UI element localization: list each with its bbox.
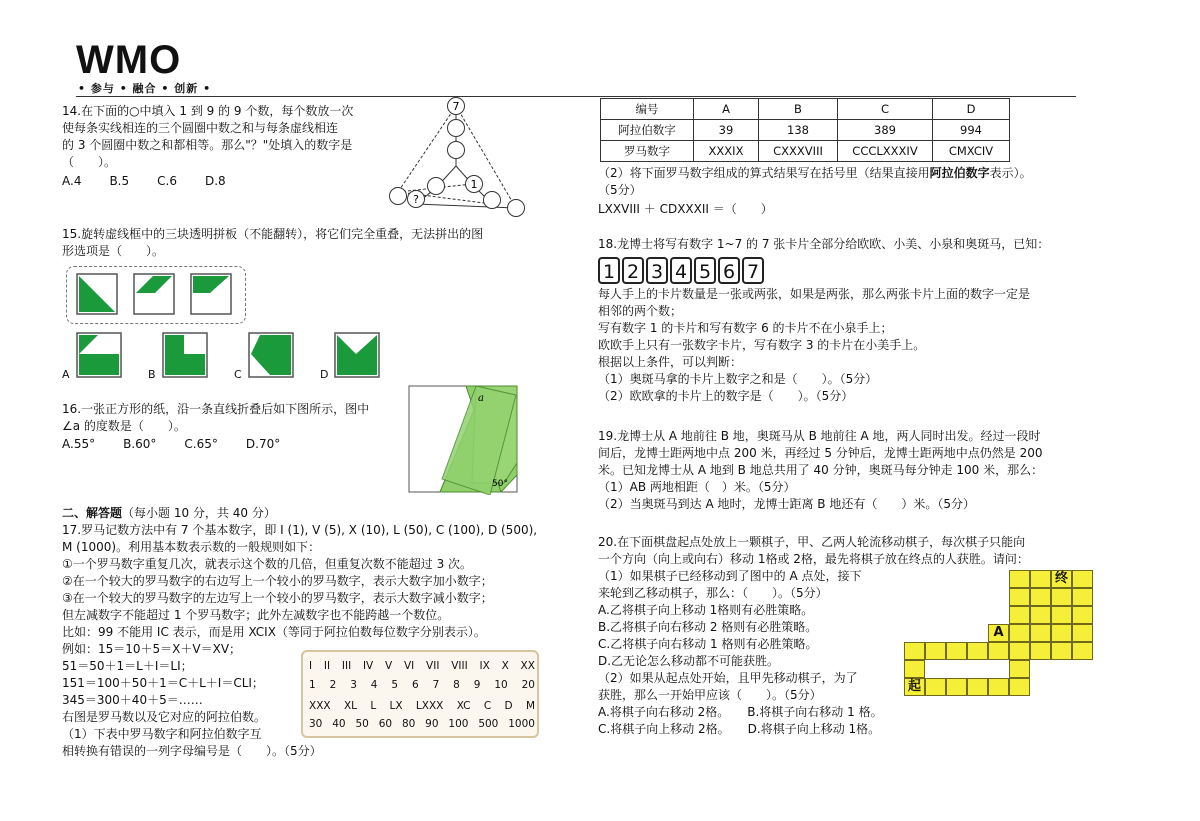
board-cell: [967, 642, 988, 660]
table-cell: CCCLXXXIV: [838, 141, 933, 162]
arabic-cell: 6: [411, 679, 419, 691]
q15-piece: [133, 273, 175, 315]
number-card: 4: [670, 257, 692, 284]
q15-option-figure[interactable]: [162, 332, 208, 378]
q17-part2-bold: 阿拉伯数字: [929, 166, 990, 180]
board-cell: [1009, 660, 1030, 678]
q14-option[interactable]: C.6: [157, 174, 177, 188]
q15-option-figure[interactable]: [248, 332, 294, 378]
tagline: • 参与 • 融合 • 创新 •: [78, 82, 212, 95]
q14-circle: [484, 192, 501, 209]
table-cell: CMXCIV: [933, 141, 1010, 162]
q14-circle: [508, 200, 525, 217]
q14-circle: [448, 142, 465, 159]
q14-line: 14.在下面的○中填入 1 到 9 的 9 个数，每个数放一次: [62, 104, 354, 118]
table-cell: 罗马数字: [601, 141, 694, 162]
board-cell: [1030, 624, 1051, 642]
roman-cell: IX: [479, 660, 490, 672]
q17-line: 但左减数字不能超过 1 个罗马数字；此外左减数字也不能跨越一个数位。: [62, 608, 450, 622]
number-card: 3: [646, 257, 668, 284]
q14-circle-diagram: [384, 96, 530, 222]
table-cell: 阿拉伯数字: [601, 120, 694, 141]
board-cell: [904, 660, 925, 678]
roman-cell: IV: [362, 660, 374, 672]
roman-cell: VIII: [451, 660, 468, 672]
board-cell: [1030, 588, 1051, 606]
arabic-cell: 500: [478, 718, 499, 730]
q20-line: A.将棋子向右移动 2格。 B.将棋子向右移动 1 格。: [598, 705, 883, 719]
roman-cell: X: [501, 660, 509, 672]
arabic-cell: 40: [332, 718, 346, 730]
q18-line: （1）奥斑马拿的卡片上数字之和是（ ）。（5分）: [598, 372, 878, 386]
number-card: 2: [622, 257, 644, 284]
arabic-cell: 60: [378, 718, 393, 730]
table-header-cell: B: [759, 99, 838, 120]
board-cell: [1072, 624, 1093, 642]
q19-line: 米。已知龙博士从 A 地到 B 地总共用了 40 分钟，奥斑马每分钟走 100 米，那么：: [598, 463, 1044, 477]
q15-text: [62, 226, 483, 260]
board-cell: [1051, 624, 1072, 642]
q17-line: 345＝300＋40＋5＝……: [62, 693, 203, 707]
q19-line: （1）AB 两地相距（ ）米。（5分）: [598, 480, 796, 494]
q14-option[interactable]: B.5: [109, 174, 130, 188]
q18-line: 18.龙博士将写有数字 1~7 的 7 张卡片全部分给欧欧、小美、小泉和奥斑马，已知：: [598, 237, 1050, 251]
roman-cell: XX: [520, 660, 535, 672]
q15-option-label: B: [148, 368, 156, 381]
number-card: 1: [598, 257, 620, 284]
q16-line: ∠a 的度数是（ ）。: [62, 419, 186, 433]
table-cell: CXXXVIII: [759, 141, 838, 162]
q18-line: 相邻的两个数；: [598, 304, 683, 318]
board-cell: [946, 678, 967, 696]
q14-circle: [448, 120, 465, 137]
q17-line: 17.罗马记数方法中有 7 个基本数字，即 I (1), V (5), X (10), L (50), C (100), D (500),: [62, 523, 538, 537]
roman-row: [309, 700, 535, 712]
q16-line: 16.一张正方形的纸，沿一条直线折叠后如下图所示，图中: [62, 402, 370, 416]
q17-part2: [598, 165, 1032, 218]
q19-line: 间后，龙博士距两地中点 200 米，再经过 5 分钟后，龙博士距两地中点仍然是 200: [598, 446, 1043, 460]
arabic-cell: 9: [473, 679, 481, 691]
board-cell: [988, 678, 1009, 696]
q18-cards: [598, 257, 1049, 284]
q17-part2-tail: 表示）。: [989, 166, 1032, 180]
table-header-row: [601, 99, 1010, 120]
q17-line: 51＝50＋1＝L＋I＝LI；: [62, 659, 193, 673]
board-cell: [1009, 678, 1030, 696]
roman-cell: L: [370, 700, 377, 712]
board-cell: [1030, 570, 1051, 588]
board-cell: [1030, 642, 1051, 660]
roman-cell: VI: [403, 660, 415, 672]
roman-cell: II: [323, 660, 331, 672]
q17-line: ①一个罗马数字重复几次，就表示这个数的几倍，但重复次数不能超过 3 次。: [62, 557, 473, 571]
roman-cell: LX: [389, 700, 403, 712]
q20-line: （1）如果棋子已经移动到了图中的 A 点处，接下: [598, 569, 862, 583]
q14-circle: [428, 178, 445, 195]
arabic-cell: 2: [329, 679, 337, 691]
q17-line: 比如：99 不能用 IC 表示，而是用 XCIX（等同于阿拉伯数每位数字分别表示）。: [62, 625, 486, 639]
table-header-cell: C: [838, 99, 933, 120]
section2-note: （每小题 10 分，共 40 分）: [122, 506, 276, 520]
q16-option[interactable]: C.65°: [184, 437, 218, 451]
table-row: [601, 120, 1010, 141]
q16-option[interactable]: B.60°: [123, 437, 157, 451]
q16-angle-50: 50°: [492, 479, 508, 489]
q14-line: 使每条实线相连的三个圆圈中数之和与每条虚线相连: [62, 121, 339, 135]
number-card: 6: [718, 257, 740, 284]
board-a-label: A: [988, 624, 1009, 642]
header-divider: [76, 96, 1076, 97]
q14-option[interactable]: A.4: [62, 174, 82, 188]
roman-cell: XL: [343, 700, 357, 712]
q14-circle: [390, 188, 407, 205]
q19-line: （2）当奥斑马到达 A 地时，龙博士距离 B 地还有（ ）米。（5分）: [598, 497, 975, 511]
q14-line: （ ）。: [62, 155, 117, 169]
q15-option-label: A: [62, 368, 70, 381]
number-card: 7: [742, 257, 764, 284]
q17-line: 相转换有错误的一列字母编号是（ ）。（5分）: [62, 744, 322, 758]
table-cell: 389: [838, 120, 933, 141]
q15-line: 15.旋转虚线框中的三块透明拼板（不能翻转），将它们完全重叠，无法拼出的图: [62, 227, 484, 241]
q18-line: 写有数字 1 的卡片和写有数字 6 的卡片不在小泉手上；: [598, 321, 893, 335]
q17-line: ③在一个较大的罗马数字的左边写上一个较小的罗马数字，表示大数字减小数字；: [62, 591, 493, 605]
roman-cell: VII: [426, 660, 440, 672]
q17-line: （1）下表中罗马数字和阿拉伯数字互: [62, 727, 262, 741]
q14-option[interactable]: D.8: [204, 174, 226, 188]
q14-question-label: ?: [413, 193, 419, 206]
roman-cell: XC: [456, 700, 471, 712]
roman-cell: V: [385, 660, 393, 672]
board-cell: [1051, 606, 1072, 624]
section2-title: 二、解答题: [62, 506, 123, 520]
board-cell: [1072, 588, 1093, 606]
arabic-cell: 5: [391, 679, 399, 691]
roman-cell: C: [483, 700, 492, 712]
table-cell: 39: [694, 120, 759, 141]
board-cell: [1072, 642, 1093, 660]
q15-option-label: D: [320, 368, 329, 381]
board-start-label: 起: [904, 678, 925, 696]
board-cell: [1009, 624, 1030, 642]
q18-line: 根据以上条件，可以判断：: [598, 355, 743, 369]
q19-line: 19.龙博士从 A 地前往 B 地，奥斑马从 B 地前往 A 地，两人同时出发。经过一段时: [598, 429, 1041, 443]
q16-options: [62, 436, 369, 453]
roman-cell: III: [341, 660, 352, 672]
q19-text: [598, 428, 1043, 513]
board-cell: [1072, 570, 1093, 588]
arabic-cell: 90: [425, 718, 439, 730]
board-cell: [1072, 606, 1093, 624]
arabic-row: [309, 679, 535, 691]
q17-line: 右图是罗马数以及它对应的阿拉伯数。: [62, 710, 267, 724]
arabic-cell: 4: [370, 679, 378, 691]
arabic-cell: 8: [453, 679, 460, 691]
q17-part2-line: LXXVIII ＋ CDXXXII ＝（ ）: [598, 202, 773, 216]
logo: WMO: [76, 38, 182, 82]
arabic-cell: 30: [309, 718, 323, 730]
q17-part2-line: [598, 165, 1032, 182]
q15-piece: [76, 273, 118, 315]
q14-line: 的 3 个圆圈中数之和都相等。那么"？"处填入的数字是: [62, 138, 353, 152]
table-row: [601, 141, 1010, 162]
q17-part2-line: （5分）: [598, 183, 642, 197]
board-cell: [988, 642, 1009, 660]
arabic-cell: 1000: [508, 718, 535, 730]
board-cell: [1009, 570, 1030, 588]
q15-piece: [190, 273, 232, 315]
q14-text: [62, 103, 353, 190]
roman-cell: XXX: [309, 700, 331, 712]
arabic-cell: 100: [448, 718, 469, 730]
q16-fold-diagram: [406, 383, 520, 495]
arabic-cell: 50: [355, 718, 369, 730]
board-cell: [1051, 642, 1072, 660]
arabic-cell: 1: [309, 679, 316, 691]
table-header-cell: D: [933, 99, 1010, 120]
arabic-cell: 10: [494, 679, 508, 691]
q20-line: C.乙将棋子向右移动 1 格则有必胜策略。: [598, 637, 818, 651]
roman-cell: I: [309, 660, 313, 672]
table-header-cell: A: [694, 99, 759, 120]
roman-cell: D: [504, 700, 513, 712]
board-cell: [1051, 588, 1072, 606]
board-cell: [925, 678, 946, 696]
table-cell: 138: [759, 120, 838, 141]
table-header-cell: 编号: [601, 99, 694, 120]
q16-text: [62, 401, 369, 453]
q20-line: 获胜，那么一开始甲应该（ ）。（5分）: [598, 688, 822, 702]
q14-circle-label: 7: [452, 100, 460, 113]
arabic-cell: 3: [350, 679, 357, 691]
arabic-cell: 20: [521, 679, 535, 691]
arabic-cell: 7: [432, 679, 440, 691]
q17-line: ②在一个较大的罗马数字的右边写上一个较小的罗马数字，表示大数字加小数字；: [62, 574, 493, 588]
roman-cell: M: [525, 700, 535, 712]
board-cell: [946, 642, 967, 660]
board-cell: [1009, 588, 1030, 606]
board-cell: [1030, 606, 1051, 624]
q20-board: [904, 570, 1076, 700]
q17-table: [600, 98, 1010, 162]
q18-line: 欧欧手上只有一张数字卡片，写有数字 3 的卡片在小美手上。: [598, 338, 926, 352]
q16-option[interactable]: A.55°: [62, 437, 96, 451]
q16-option[interactable]: D.70°: [245, 437, 281, 451]
q15-option-figure[interactable]: [334, 332, 380, 378]
section2-heading: [62, 505, 276, 522]
q20-line: 一个方向（向上或向右）移动 1格或 2格，最先将棋子放在终点的人获胜。请问：: [598, 552, 1029, 566]
q17-part2-text: （2）将下面罗马数字组成的算式结果写在括号里（结果直接用: [598, 166, 930, 180]
arabic-cell: 80: [401, 718, 416, 730]
board-cell: [1009, 642, 1030, 660]
q15-option-label: C: [234, 368, 242, 381]
table-cell: 994: [933, 120, 1010, 141]
q20-line: （2）如果从起点处开始，且甲先移动棋子，为了: [598, 671, 858, 685]
q20-line: 20.在下面棋盘起点处放上一颗棋子，甲、乙两人轮流移动棋子，每次棋子只能向: [598, 535, 1026, 549]
q16-angle-a: a: [478, 393, 484, 404]
number-card: 5: [694, 257, 716, 284]
q18-text: [598, 236, 1049, 405]
board-cell: [1009, 606, 1030, 624]
board-end-label: 终: [1051, 570, 1072, 588]
q20-line: B.乙将棋子向右移动 2 格则有必胜策略。: [598, 620, 818, 634]
q20-line: 来轮到乙移动棋子，那么：（ ）。（5分）: [598, 586, 828, 600]
q14-circle-label: 1: [470, 178, 478, 191]
roman-cell: LXXX: [415, 700, 444, 712]
roman-row: [309, 660, 535, 672]
q18-line: （2）欧欧拿的卡片上的数字是（ ）。（5分）: [598, 389, 854, 403]
q20-line: C.将棋子向上移动 2格。 D.将棋子向上移动 1格。: [598, 722, 881, 736]
q15-line: 形选项是（ ）。: [62, 244, 165, 258]
q17-line: 151＝100＋50＋1＝C＋L＋I＝CLI；: [62, 676, 264, 690]
q17-line: M (1000)。利用基本数表示数的一般规则如下：: [62, 540, 321, 554]
q15-option-figure[interactable]: [76, 332, 122, 378]
roman-numeral-panel: [301, 650, 539, 738]
q18-line: 每人手上的卡片数量是一张或两张，如果是两张，那么两张卡片上面的数字一定是: [598, 287, 1031, 301]
board-cell: [967, 678, 988, 696]
q14-options: [62, 173, 353, 190]
q20-line: D.乙无论怎么移动都不可能获胜。: [598, 654, 780, 668]
q20-line: A.乙将棋子向上移动 1格则有必胜策略。: [598, 603, 814, 617]
q17-line: 例如：15＝10＋5＝X＋V＝XV；: [62, 642, 242, 656]
board-cell: [904, 642, 925, 660]
table-cell: XXXIX: [694, 141, 759, 162]
board-cell: [925, 642, 946, 660]
arabic-row: [309, 718, 535, 730]
